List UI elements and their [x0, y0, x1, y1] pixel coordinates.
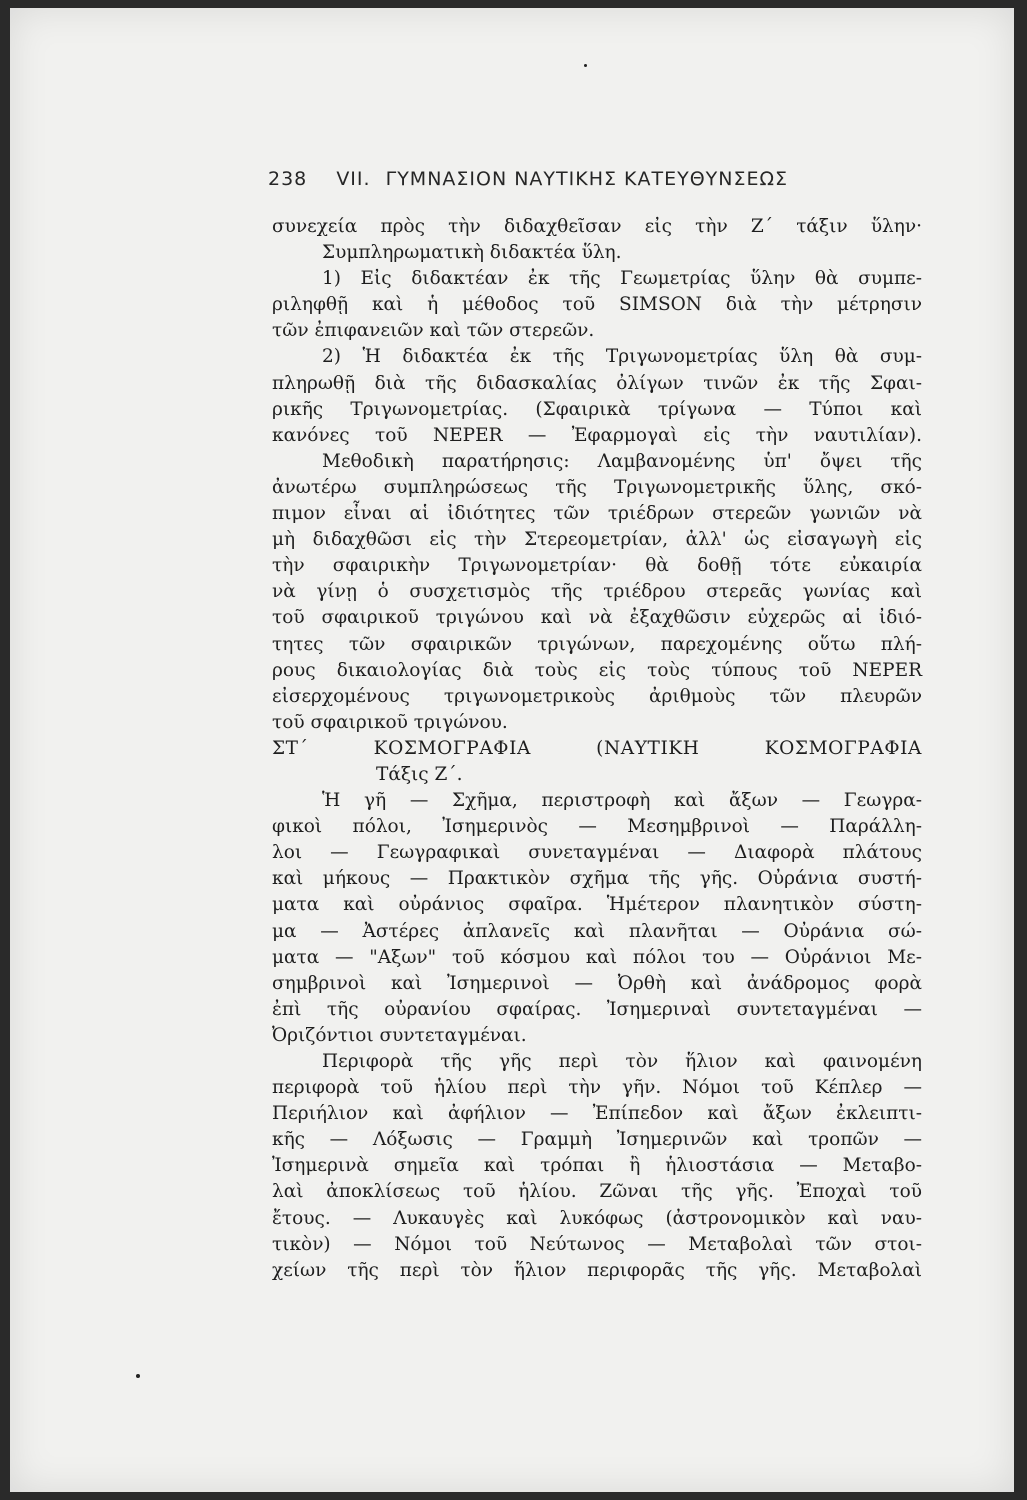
text-line: ἔτους. — Λυκαυγὲς καὶ λυκόφως (ἀστρονομικὸν καὶ ναυ-: [272, 1207, 922, 1229]
text-line: σημβρινοὶ καὶ Ἰσημερινοὶ — Ὀρθὴ καὶ ἀνάδρομος φορὰ: [272, 972, 922, 994]
text-line: τοῦ σφαιρικοῦ τριγώνου καὶ νὰ ἐξαχθῶσιν εὐχερῶς αἱ ἰδιό-: [272, 607, 922, 629]
text-line: Συμπληρωματικὴ διδακτέα ὕλη.: [322, 242, 622, 264]
text-line: πληρωθῇ διὰ τῆς διδασκαλίας ὀλίγων τινῶν ἐκ τῆς Σφαι-: [272, 372, 922, 394]
text-line: 1) Εἰς διδακτέαν ἐκ τῆς Γεωμετρίας ὕλην θὰ συμπε-: [322, 268, 922, 290]
text-line: ἀνωτέρω συμπληρώσεως τῆς Τριγωνομετρικῆς ὕλης, σκό-: [272, 476, 922, 498]
text-line: Ὀριζόντιοι συντεταγμέναι.: [272, 1024, 527, 1046]
body-text: [272, 214, 922, 1284]
text-line: ἐπὶ τῆς οὐρανίου σφαίρας. Ἰσημεριναὶ συντεταγμέναι —: [272, 998, 922, 1020]
text-line: ΣΤ΄ ΚΟΣΜΟΓΡΑΦΙΑ (ΝΑΥΤΙΚΗ ΚΟΣΜΟΓΡΑΦΙΑ: [272, 737, 922, 759]
text-line: φικοὶ πόλοι, Ἰσημερινὸς — Μεσημβρινοὶ — Παράλλη-: [272, 816, 922, 838]
text-line: κανόνες τοῦ NEPER — Ἐφαρμογαὶ εἰς τὴν ναυτιλίαν).: [272, 424, 922, 446]
text-line: Περιφορὰ τῆς γῆς περὶ τὸν ἥλιον καὶ φαινομένη: [322, 1051, 922, 1072]
text-line: χείων τῆς περὶ τὸν ἥλιον περιφορᾶς τῆς γῆς. Μεταβολαὶ: [272, 1259, 922, 1281]
text-line: μὴ διδαχθῶσι εἰς τὴν Στερεομετρίαν, ἀλλ' ὡς εἰσαγωγὴ εἰς: [272, 529, 922, 551]
book-page: [10, 8, 1014, 1492]
text-line: ματα καὶ οὐράνιος σφαῖρα. Ἡμέτερον πλανητικὸν σύστη-: [272, 894, 922, 916]
running-header: [268, 168, 868, 190]
text-line: λαὶ ἀποκλίσεως τοῦ ἡλίου. Ζῶναι τῆς γῆς. Ἐποχαὶ τοῦ: [272, 1181, 922, 1203]
text-line: ρους δικαιολογίας διὰ τοὺς εἰς τοὺς τύπους τοῦ NEPER: [272, 659, 922, 681]
text-line: 2) Ἡ διδακτέα ἐκ τῆς Τριγωνομετρίας ὕλη θὰ συμ-: [322, 346, 922, 368]
text-line: Μεθοδικὴ παρατήρησις: Λαμβανομένης ὑπ' ὄψει τῆς: [322, 450, 922, 472]
text-line: ματα — "Αξων" τοῦ κόσμου καὶ πόλοι του — Οὐράνιοι Με-: [272, 946, 922, 968]
ink-speck: [584, 64, 587, 67]
text-line: τῶν ἐπιφανειῶν καὶ τῶν στερεῶν.: [272, 320, 595, 342]
text-line: πιμον εἶναι αἱ ἰδιότητες τῶν τριέδρων στερεῶν γωνιῶν νὰ: [272, 503, 922, 525]
text-line: τητες τῶν σφαιρικῶν τριγώνων, παρεχομένης οὕτω πλή-: [272, 633, 922, 655]
text-line: περιφορὰ τοῦ ἡλίου περὶ τὴν γῆν. Νόμοι τοῦ Κέπλερ —: [272, 1077, 922, 1099]
text-line: τοῦ σφαιρικοῦ τριγώνου.: [272, 711, 508, 733]
text-line: λοι — Γεωγραφικαὶ συνεταγμέναι — Διαφορὰ πλάτους: [272, 842, 922, 864]
text-line: μα — Ἀστέρες ἀπλανεῖς καὶ πλανῆται — Οὐράνια σώ-: [272, 920, 922, 942]
page-number: 238: [268, 168, 308, 190]
text-line: εἰσερχομένους τριγωνομετρικοὺς ἀριθμοὺς τῶν πλευρῶν: [272, 685, 922, 707]
text-line: Ἰσημερινὰ σημεῖα καὶ τρόπαι ἢ ἡλιοστάσια — Μεταβο-: [272, 1155, 922, 1177]
text-line: συνεχεία πρὸς τὴν διδαχθεῖσαν εἰς τὴν Ζ΄ τάξιν ὕλην·: [272, 216, 922, 237]
text-line: καὶ μήκους — Πρακτικὸν σχῆμα τῆς γῆς. Οὐράνια συστή-: [272, 868, 922, 890]
text-line: Τάξις Ζ΄.: [376, 763, 463, 785]
text-line: ριληφθῇ καὶ ἡ μέθοδος τοῦ SIMSON διὰ τὴν μέτρησιν: [272, 294, 922, 316]
text-line: Ἡ γῆ — Σχῆμα, περιστροφὴ καὶ ἄξων — Γεωγρα-: [322, 790, 922, 812]
running-title: ΓΥΜΝΑΣΙΟΝ ΝΑΥΤΙΚΗΣ ΚΑΤΕΥΘΥΝΣΕΩΣ: [385, 168, 789, 190]
text-line: νὰ γίνῃ ὁ συσχετισμὸς τῆς τριέδρου στερεᾶς γωνίας καὶ: [272, 581, 922, 603]
text-line: τικὸν) — Νόμοι τοῦ Νεύτωνος — Μεταβολαὶ τῶν στοι-: [272, 1233, 922, 1255]
chapter-number: VII.: [336, 168, 371, 190]
text-line: τὴν σφαιρικὴν Τριγωνομετρίαν· θὰ δοθῇ τότε εὐκαιρία: [272, 555, 922, 577]
text-line: Περιήλιον καὶ ἀφήλιον — Ἐπίπεδον καὶ ἄξων ἐκλειπτι-: [272, 1103, 922, 1125]
text-line: κῆς — Λόξωσις — Γραμμὴ Ἰσημερινῶν καὶ τροπῶν —: [272, 1129, 922, 1151]
text-line: ρικῆς Τριγωνομετρίας. (Σφαιρικὰ τρίγωνα — Τύποι καὶ: [272, 398, 922, 420]
ink-speck: [136, 1374, 140, 1378]
